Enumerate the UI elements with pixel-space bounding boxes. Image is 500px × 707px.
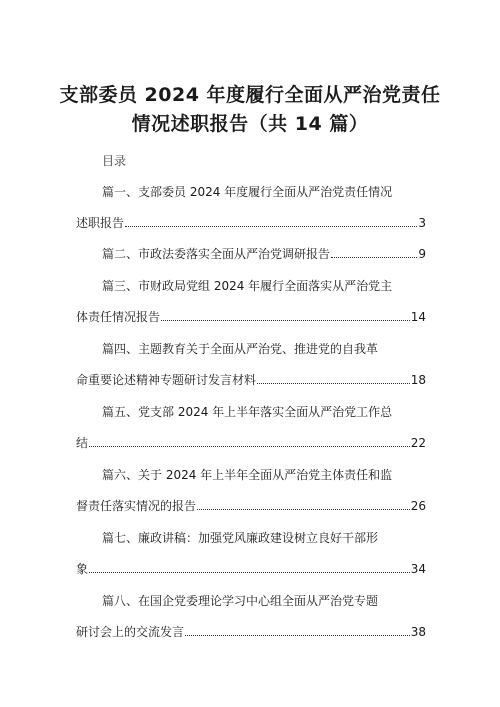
toc-entry-title: 篇二、市政法委落实全面从严治党调研报告 [102, 247, 331, 261]
toc-entry-title-cont: 结 [76, 436, 89, 450]
toc-entry-title: 篇四、主题教育关于全面从严治党、推进党的自我革 [102, 342, 379, 356]
toc-entry-title: 篇三、市财政局党组 2024 年履行全面落实从严治党主 [102, 279, 393, 293]
toc-entry-title-cont: 命重要论述精神专题研讨发言材料 [76, 373, 257, 387]
toc-entry-page: 38 [410, 625, 426, 639]
toc-entry-leader-row [76, 214, 426, 231]
toc-entry-title-cont: 研讨会上的交流发言 [76, 625, 185, 639]
toc-entry-title-cont: 体责任情况报告 [76, 310, 161, 324]
toc-entry-leader-row [76, 623, 426, 640]
toc-entry-leader-row [76, 560, 426, 577]
toc-entry-title: 篇五、党支部 2024 年上半年落实全面从严治党工作总 [102, 405, 393, 419]
toc-entry-title-cont: 述职报告 [76, 216, 125, 230]
toc-entry-page: 3 [418, 216, 426, 230]
toc-entry-leader-row [76, 308, 426, 325]
toc-entry-title-cont: 督责任落实情况的报告 [76, 499, 197, 513]
dot-leader [185, 626, 410, 636]
dot-leader [257, 374, 410, 384]
toc-entry-page: 14 [410, 310, 426, 324]
toc-heading: 目录 [102, 154, 127, 168]
document-title-line1: 支部委员 2024 年度履行全面从严治党责任 [59, 84, 441, 106]
toc-entry-page: 34 [410, 562, 426, 576]
dot-leader [89, 437, 410, 447]
toc-entry-title-cont: 象 [76, 562, 89, 576]
dot-leader [125, 217, 417, 227]
dot-leader [197, 500, 410, 510]
toc-entry-title: 篇一、支部委员 2024 年度履行全面从严治党责任情况 [102, 185, 393, 199]
toc-entry-leader-row [102, 245, 426, 262]
toc-entry-title: 篇七、廉政讲稿：加强党风廉政建设树立良好干部形 [102, 531, 379, 545]
document-title-line2: 情况述职报告（共 14 篇） [131, 113, 369, 135]
toc-entry-page: 22 [410, 436, 426, 450]
toc-entry-title: 篇八、在国企党委理论学习中心组全面从严治党专题 [102, 594, 379, 608]
toc-entry-page: 18 [410, 373, 426, 387]
toc-entry-page: 9 [418, 247, 426, 261]
toc-entry-leader-row [76, 371, 426, 388]
dot-leader [331, 248, 417, 258]
toc-entry-leader-row [76, 434, 426, 451]
toc-entry-leader-row [76, 497, 426, 514]
toc-entry-title: 篇六、关于 2024 年上半年全面从严治党主体责任和监 [102, 468, 393, 482]
dot-leader [161, 311, 410, 321]
dot-leader [89, 563, 410, 573]
toc-entry-page: 26 [410, 499, 426, 513]
